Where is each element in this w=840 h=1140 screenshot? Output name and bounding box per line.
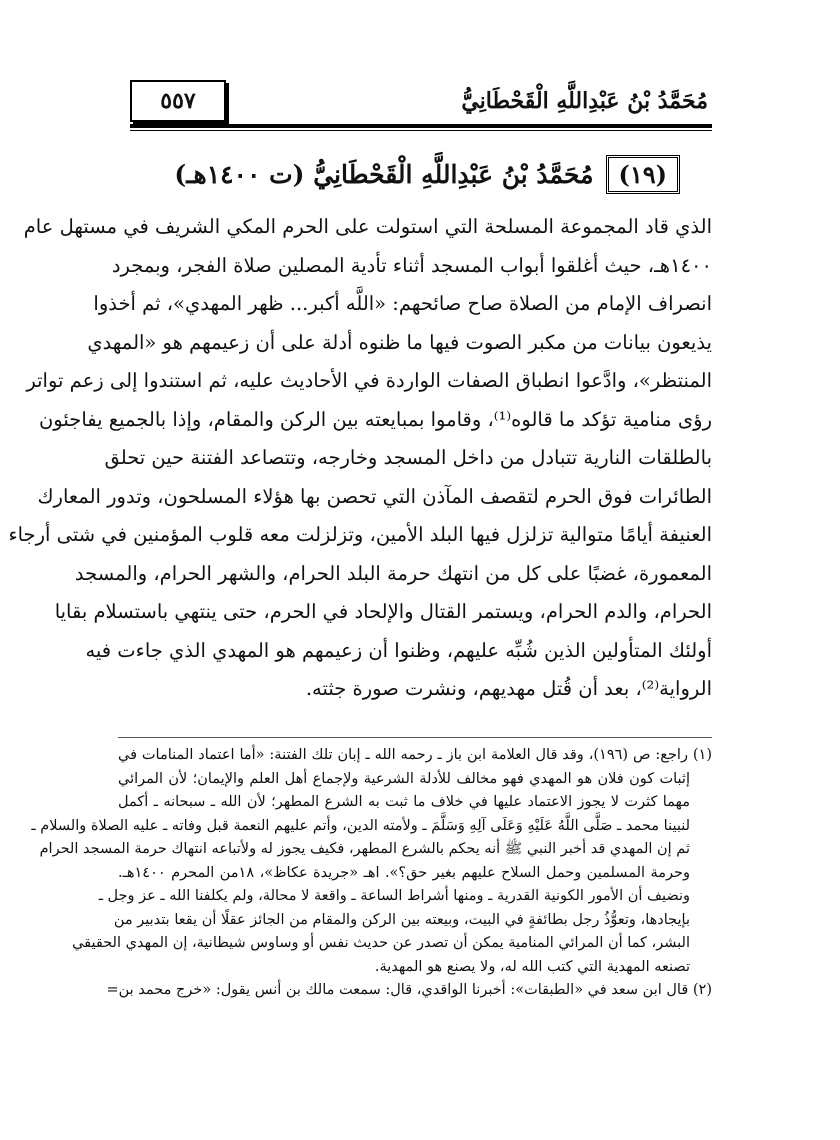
footnote-line: مهما كثرت لا يجوز الاعتماد عليها في خلاف ما ثبت به الشرع المطهر؛ لأن الله ـ سبحانه ـ أكمل <box>118 794 690 810</box>
footnote-line: وحرمة المسلمين وحمل السلاح عليهم بغير حق؟». اهـ «جريدة عكاظ»، ١٨من المحرم ١٤٠٠هـ. <box>118 864 690 881</box>
body-line: يذيعون بيانات من مكبر الصوت فيها ما ظنوه أدلة على أن زعيمهم هو «المهدي <box>87 330 712 354</box>
footnote-line: ثم إن المهدي قد أخبر النبي ﷺ أنه يحكم بالشرع المطهر، فكيف يجوز له ولأتباعه انتهاك حرمة المسجد الحرام <box>39 841 690 857</box>
footnote-line: البشر، كما أن المرائي المنامية يمكن أن تصدر عن حديث نفس أو وساوس شيطانية، إن المهدي الحقيقي <box>72 935 690 951</box>
body-line: الرواية⁽²⁾، بعد أن قُتل مهديهم، ونشرت صورة جثته. <box>305 677 712 700</box>
footnote-line: (٢) قال ابن سعد في «الطبقات»: أخبرنا الواقدي، قال: سمعت مالك بن أنس يقول: «خرج محمد بن= <box>106 982 712 998</box>
body-line: الطائرات فوق الحرم لتقصف المآذن التي تحصن بها هؤلاء المسلحون، وتدور المعارك <box>37 484 712 508</box>
body-line: العنيفة أيامًا متوالية تزلزل فيها البلد الأمين، وتزلزلت معه قلوب المؤمنين في شتى أرجاء <box>8 523 712 546</box>
body-line: انصراف الإمام من الصلاة صاح صائحهم: «اللَّه أكبر... ظهر المهدي»، ثم أخذوا <box>93 292 712 315</box>
body-line: ١٤٠٠هـ، حيث أغلقوا أبواب المسجد أثناء تأدية المصلين صلاة الفجر، وبمجرد <box>111 253 712 277</box>
footnote-line: (١) راجع: ص (١٩٦)، وقد قال العلامة ابن باز ـ رحمه الله ـ إبان تلك الفتنة: «أما اعتماد المنامات في <box>118 747 712 763</box>
body-line: أولئك المتأولين الذين شُبِّه عليهم، وظنوا أن زعيمهم هو المهدي الذي جاءت فيه <box>85 638 712 662</box>
chapter-title: مُحَمَّدُ بْنُ عَبْدِاللَّهِ الْقَحْطَانِيُّ (ت ١٤٠٠هـ) <box>174 159 594 189</box>
running-header <box>130 78 712 122</box>
footnote-line: ونضيف أن الأمور الكونية القدرية ـ ومنها أشراط الساعة ـ واقعة لا محالة، ولم يكلفنا الله ـ عز وجل ـ <box>98 888 690 904</box>
chapter-heading <box>174 152 680 196</box>
body-line: بالطلقات النارية تتبادل من داخل المسجد وخارجه، وتتصاعد الفتنة حين تحلق <box>104 446 712 469</box>
body-text <box>8 208 712 709</box>
footnotes <box>31 744 712 1003</box>
footnote-line: إثبات كون فلان هو المهدي فهو مخالف للأدلة الشرعية ولإجماع أهل العلم والإيمان؛ لأن المرائي <box>118 770 690 787</box>
footnote-line: بإيجادها، وتعوُّذُ رجل بطائفةٍ في البيت، وبيعته بين الركن والمقام من الجائز عقلًا أن يقعا بتدبير من <box>113 911 690 928</box>
chapter-number: (١٩) <box>606 155 681 194</box>
body-line: الحرام، والدم الحرام، ويستمر القتال والإلحاد في الحرم، حتى ينتهي باستسلام بقايا <box>54 600 712 623</box>
body-line: رؤى منامية تؤكد ما قالوه⁽¹⁾، وقاموا بمبايعته بين الركن والمقام، وإذا بالجميع يفاجئون <box>38 407 712 431</box>
running-header-title: مُحَمَّدُ بْنُ عَبْدِاللَّهِ الْقَحْطَانِيُّ <box>461 88 708 114</box>
header-rule <box>130 124 712 128</box>
header-rule-thin <box>130 130 712 131</box>
page-number: ٥٥٧ <box>130 80 226 122</box>
body-line: المنتظر»، وادَّعوا انطباق الصفات الواردة في الأحاديث عليه، ثم استندوا إلى زعم تواتر <box>26 369 712 392</box>
body-line: الذي قاد المجموعة المسلحة التي استولت على الحرم المكي الشريف في مستهل عام <box>23 215 712 238</box>
body-line: المعمورة، غضبًا على كل من انتهك حرمة البلد الحرام، والشهر الحرام، والمسجد <box>74 561 712 585</box>
footnote-separator <box>118 737 712 738</box>
footnote-line: لنبينا محمد ـ صَلَّى اللَّهُ عَلَيْهِ وَعَلَى آلِهِ وَسَلَّمَ ـ ولأمته الدين، وأتم عليهم النعمة قبل وفاته ـ عليه الصلاة والسلام ـ <box>31 817 690 834</box>
footnote-line: تصنعه المهدية التي كتب الله له، ولا يصنع هو المهدية. <box>374 958 690 975</box>
